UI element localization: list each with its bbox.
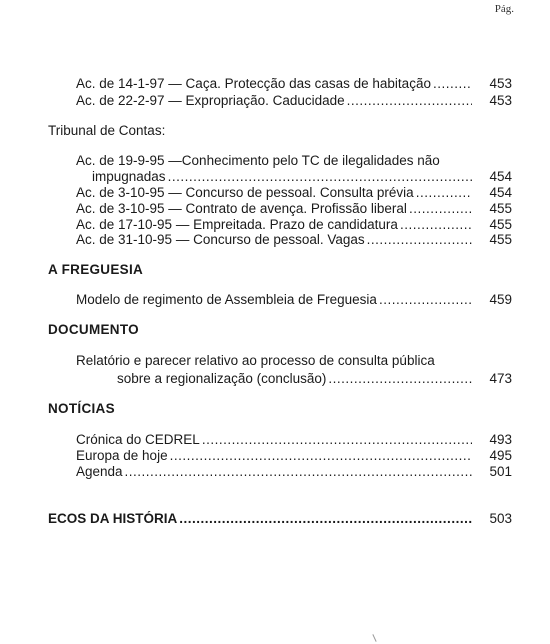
section-subheading: Tribunal de Contas:	[48, 123, 166, 138]
leader-dots	[409, 201, 472, 217]
toc-entry[interactable]	[76, 432, 512, 448]
toc-entry-label: Ac. de 3-10-95 — Concurso de pessoal. Consulta prévia	[76, 185, 414, 200]
toc-entry[interactable]	[76, 217, 512, 233]
toc-entry-page: 454	[489, 185, 512, 200]
toc-entry[interactable]	[76, 232, 512, 248]
leader-dots	[179, 511, 472, 527]
toc-entry[interactable]	[117, 371, 512, 387]
toc-entry-section[interactable]	[48, 511, 512, 527]
toc-entry-label: Ac. de 31-10-95 — Concurso de pessoal. Vagas	[76, 232, 365, 247]
leader-dots	[125, 464, 472, 480]
toc-entry[interactable]	[76, 93, 512, 109]
toc-entry-label: Modelo de regimento de Assembleia de Freguesia	[76, 292, 377, 307]
toc-entry-page: 501	[489, 464, 512, 479]
toc-entry-label: sobre a regionalização (conclusão)	[117, 371, 327, 386]
toc-entry-page: 495	[489, 448, 512, 463]
toc-entry-label: Crónica do CEDREL	[76, 432, 200, 447]
toc-entry[interactable]	[76, 185, 512, 201]
leader-dots	[367, 232, 472, 248]
toc-entry-label: ECOS DA HISTÓRIA	[48, 511, 178, 526]
toc-entry[interactable]	[76, 292, 512, 308]
toc-entry-label: Europa de hoje	[76, 448, 168, 463]
section-heading: A FREGUESIA	[48, 262, 144, 277]
leader-dots	[400, 217, 472, 233]
leader-dots	[168, 169, 472, 185]
toc-entry-page: 453	[489, 93, 512, 108]
toc-entry-label: Ac. de 14-1-97 — Caça. Protecção das casas de habitação	[76, 76, 431, 91]
toc-entry-page: 455	[489, 232, 512, 247]
section-heading: NOTÍCIAS	[48, 401, 115, 416]
toc-entry-label: Agenda	[76, 464, 123, 479]
toc-entry-page: 473	[489, 371, 512, 386]
toc-entry-label: impugnadas	[92, 169, 166, 184]
toc-entry-label: Ac. de 17-10-95 — Empreitada. Prazo de candidatura	[76, 217, 398, 232]
section-heading: DOCUMENTO	[48, 322, 139, 337]
toc-entry-page: 455	[489, 201, 512, 216]
toc-entry-page: 453	[489, 76, 512, 91]
toc-entry[interactable]	[76, 464, 512, 480]
toc-entry-label: Relatório e parecer relativo ao processo de consulta pública	[76, 353, 435, 368]
toc-entry-page: 503	[489, 511, 512, 526]
toc-entry-label: Ac. de 19-9-95 —Conhecimento pelo TC de ilegalidades não	[76, 153, 440, 168]
leader-dots	[433, 76, 472, 92]
toc-entry-label: Ac. de 22-2-97 — Expropriação. Caducidade	[76, 93, 345, 108]
toc-entry[interactable]	[92, 169, 512, 185]
leader-dots	[379, 292, 472, 308]
toc-entry-first-line[interactable]	[76, 153, 512, 169]
leader-dots	[202, 432, 472, 448]
toc-entry-page: 455	[489, 217, 512, 232]
toc-entry[interactable]	[76, 201, 512, 217]
toc-entry-page: 459	[489, 292, 512, 307]
toc-entry-label: Ac. de 3-10-95 — Contrato de avença. Profissão liberal	[76, 201, 407, 216]
scan-mark	[372, 634, 376, 642]
leader-dots	[347, 93, 472, 109]
toc-entry[interactable]	[76, 448, 512, 464]
page-column-label: Pág.	[494, 3, 514, 15]
leader-dots	[328, 371, 472, 387]
toc-entry[interactable]	[76, 76, 512, 92]
toc-entry-page: 454	[489, 169, 512, 184]
toc-entry-page: 493	[489, 432, 512, 447]
leader-dots	[416, 185, 472, 201]
leader-dots	[170, 448, 472, 464]
toc-entry-first-line[interactable]	[76, 353, 512, 369]
